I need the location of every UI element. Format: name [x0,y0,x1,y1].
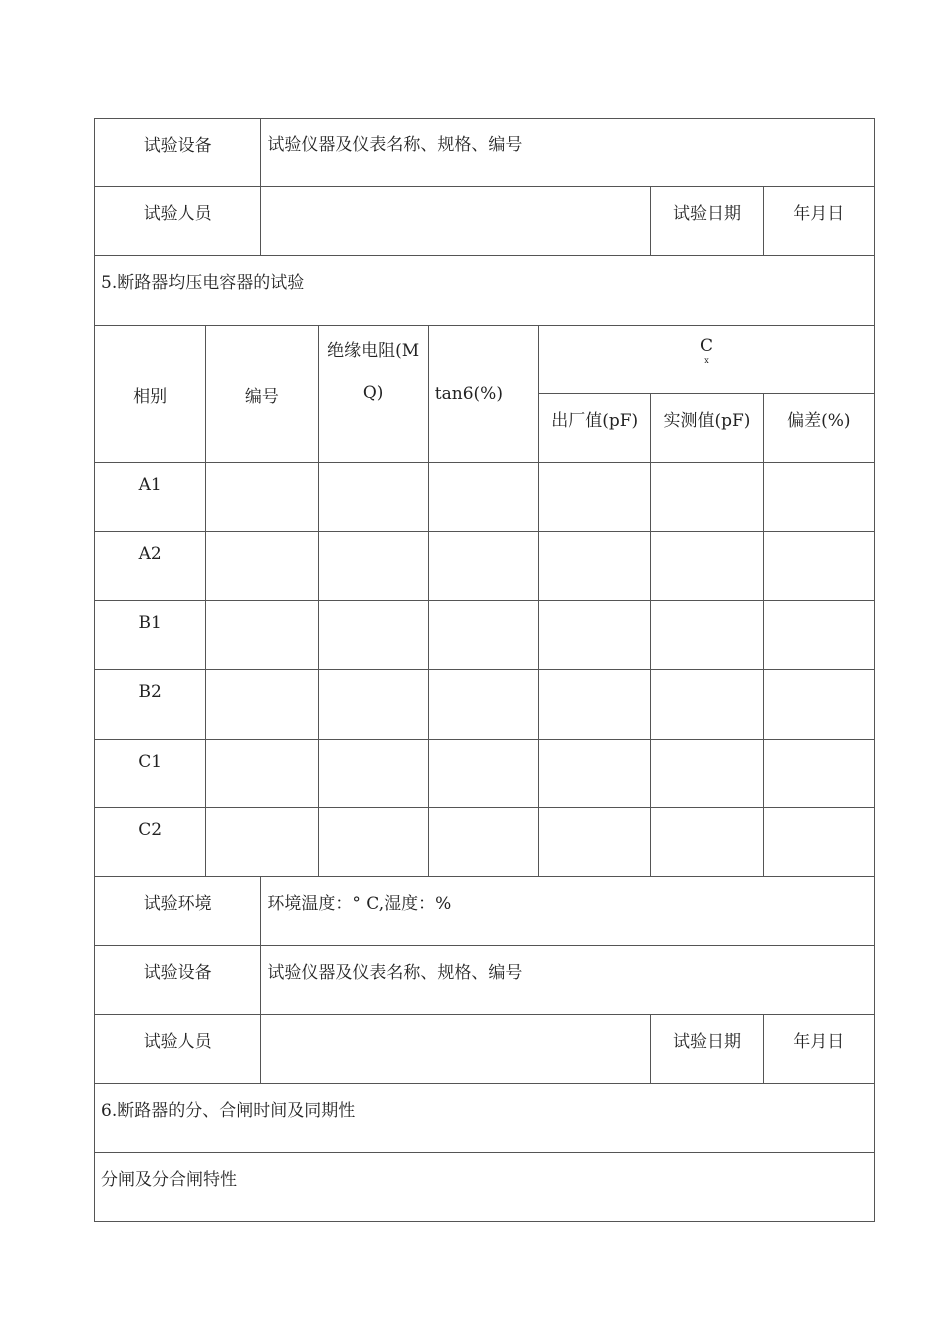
test-record-sheet [94,118,875,1222]
header-deviation: 偏差(%) [763,394,874,463]
equipment-label-2: 试验设备 [95,946,261,1015]
row-phase: B1 [95,601,206,670]
row-deviation [763,670,874,740]
row-deviation [763,463,874,532]
personnel-row-2 [95,1015,875,1084]
row-number [206,808,318,877]
row-factory [539,463,651,532]
row-deviation [763,532,874,601]
header-insulation [318,326,428,463]
equipment-value-2: 试验仪器及仪表名称、规格、编号 [261,946,875,1015]
personnel-row [95,187,875,256]
row-number [206,670,318,740]
row-tan [428,601,538,670]
header-cx-symbol [539,336,874,366]
equipment-row-2 [95,946,875,1015]
section6-subtitle-row [95,1153,875,1222]
section6-title: 6.断路器的分、合闸时间及同期性 [95,1084,875,1153]
table-row [95,532,875,601]
row-factory [539,532,651,601]
personnel-label: 试验人员 [95,187,261,256]
header-cx-main: C [700,336,714,356]
table-row [95,808,875,877]
row-measured [651,601,763,670]
row-phase: C2 [95,808,206,877]
table-row [95,463,875,532]
date-value: 年月日 [763,187,874,256]
row-insulation [318,740,428,808]
environment-row [95,877,875,946]
header-insulation-line1: 绝缘电阻(M [327,341,420,361]
row-deviation [763,740,874,808]
row-number [206,463,318,532]
environment-value: 环境温度：° C,湿度：% [261,877,875,946]
row-number [206,601,318,670]
header-row-1 [95,326,875,394]
row-insulation [318,532,428,601]
row-tan [428,532,538,601]
row-factory [539,808,651,877]
date-value-2: 年月日 [763,1015,874,1084]
header-cx-sub: x [704,356,709,365]
personnel-value [261,187,651,256]
record-table [94,118,875,1222]
row-measured [651,532,763,601]
row-factory [539,670,651,740]
equipment-value: 试验仪器及仪表名称、规格、编号 [261,119,875,187]
row-measured [651,463,763,532]
row-insulation [318,601,428,670]
header-factory: 出厂值(pF) [539,394,651,463]
header-tan: tan6(%) [428,326,538,463]
row-phase: A2 [95,532,206,601]
row-insulation [318,670,428,740]
environment-label: 试验环境 [95,877,261,946]
section5-title-row [95,256,875,326]
row-insulation [318,808,428,877]
header-phase: 相别 [95,326,206,463]
row-tan [428,670,538,740]
row-phase: B2 [95,670,206,740]
row-measured [651,808,763,877]
table-row [95,670,875,740]
table-row [95,601,875,670]
row-phase: C1 [95,740,206,808]
personnel-label-2: 试验人员 [95,1015,261,1084]
row-phase: A1 [95,463,206,532]
row-deviation [763,601,874,670]
section6-title-row [95,1084,875,1153]
row-tan [428,808,538,877]
header-measured: 实测值(pF) [651,394,763,463]
section5-title: 5.断路器均压电容器的试验 [95,256,875,326]
row-number [206,740,318,808]
header-cx [539,326,875,394]
date-label-2: 试验日期 [651,1015,763,1084]
row-tan [428,463,538,532]
header-number: 编号 [206,326,318,463]
row-tan [428,740,538,808]
equipment-label: 试验设备 [95,119,261,187]
date-label: 试验日期 [651,187,763,256]
row-number [206,532,318,601]
row-deviation [763,808,874,877]
row-measured [651,670,763,740]
table-row [95,740,875,808]
row-measured [651,740,763,808]
section6-subtitle: 分闸及分合闸特性 [95,1153,875,1222]
equipment-row [95,119,875,187]
row-insulation [318,463,428,532]
personnel-value-2 [261,1015,651,1084]
row-factory [539,601,651,670]
row-factory [539,740,651,808]
header-insulation-line2: Q) [362,383,384,403]
